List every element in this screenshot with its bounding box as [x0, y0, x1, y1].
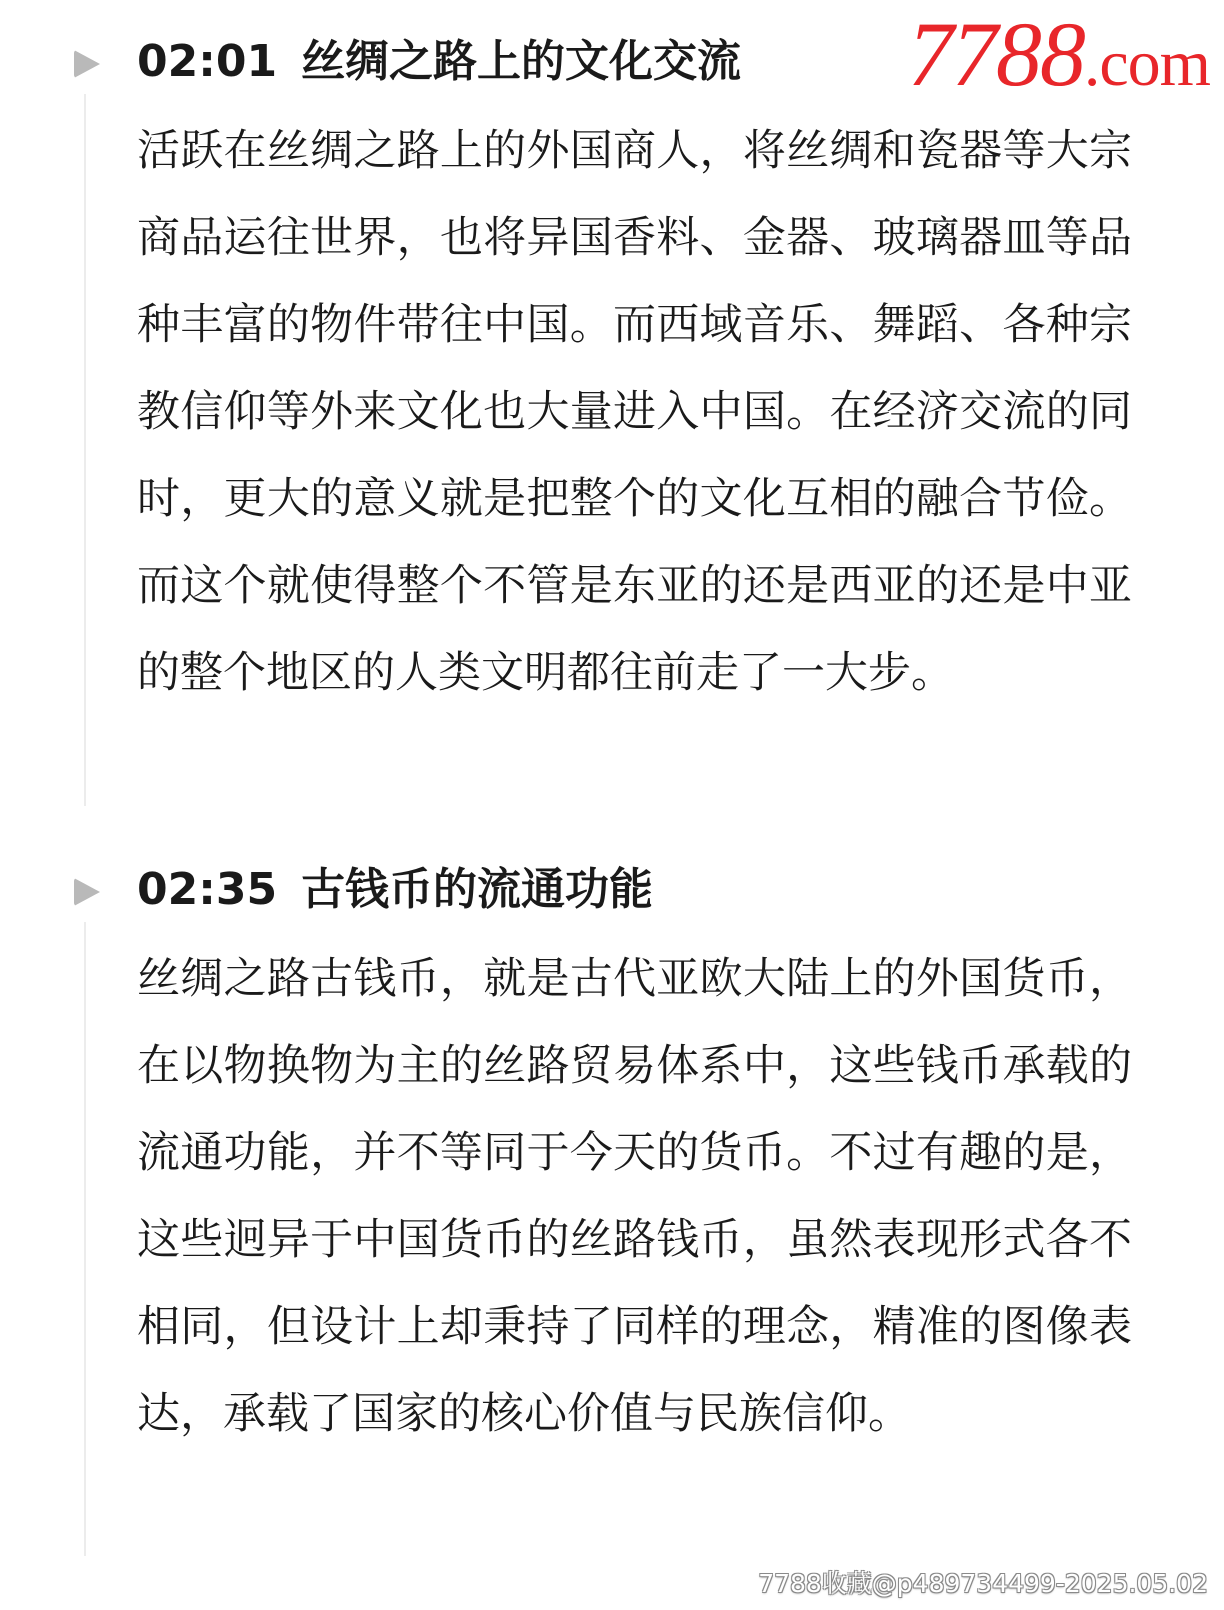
chapter-body: 丝绸之路古钱币，就是古代亚欧大陆上的外国货币，在以物换物为主的丝路贸易体系中，这些钱币承载的流通功能，并不等同于今天的货币。不过有趣的是，这些迥异于中国货币的丝路钱币，虽然表现形式各不相同，但设计上却秉持了同样的理念，精准的图像表达，承载了国家的核心价值与民族信仰。 [137, 954, 1132, 1439]
logo-number: 7788 [907, 3, 1084, 105]
chapter-heading[interactable] [137, 860, 653, 920]
chapter-timestamp[interactable]: 02:01 [137, 36, 278, 87]
chapter-heading[interactable] [137, 32, 741, 92]
chapter-body: 活跃在丝绸之路上的外国商人，将丝绸和瓷器等大宗商品运往世界，也将异国香料、金器、玻璃器皿等品种丰富的物件带往中国。而西域音乐、舞蹈、各种宗教信仰等外来文化也大量进入中国。在经济交流的同时，更大的意义就是把整个的文化互相的融合节俭。而这个就使得整个不管是东亚的还是西亚的还是中亚的整个地区的人类文明都往前走了一大步。 [137, 126, 1132, 698]
logo-domain: .com [1083, 27, 1210, 100]
chapter-section [0, 852, 1224, 1564]
chapter-title: 古钱币的流通功能 [301, 864, 654, 915]
watermark: 7788收藏@p489734499-2025.05.02 [758, 1569, 1208, 1598]
play-icon[interactable] [74, 50, 100, 78]
play-icon[interactable] [74, 878, 100, 906]
chapter-timestamp[interactable]: 02:35 [137, 864, 278, 915]
chapter-title: 丝绸之路上的文化交流 [301, 36, 742, 87]
timeline-rail [84, 94, 86, 806]
timeline-rail [84, 922, 86, 1556]
chapter-section [0, 24, 1224, 814]
